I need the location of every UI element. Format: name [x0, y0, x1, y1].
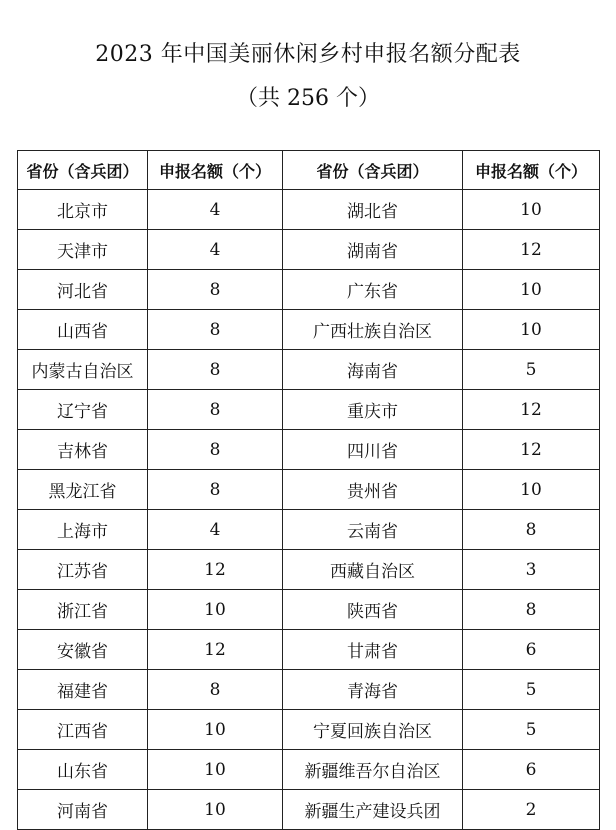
province-cell: 湖北省: [283, 190, 463, 230]
quota-cell: 12: [463, 230, 600, 270]
header-province-left: 省份（含兵团）: [18, 151, 148, 190]
quota-cell: 6: [463, 750, 600, 790]
quota-cell: 8: [148, 670, 283, 710]
page-subtitle: （共 256 个）: [236, 86, 380, 111]
table-row: [18, 310, 600, 350]
table-row: [18, 590, 600, 630]
table-row: [18, 510, 600, 550]
header-row: [18, 151, 600, 190]
quota-cell: 10: [148, 590, 283, 630]
table-row: [18, 550, 600, 590]
quota-table: [17, 150, 600, 830]
page-title: 2023 年中国美丽休闲乡村申报名额分配表: [95, 42, 521, 67]
quota-cell: 6: [463, 630, 600, 670]
province-cell: 广西壮族自治区: [283, 310, 463, 350]
province-cell: 重庆市: [283, 390, 463, 430]
table-row: [18, 670, 600, 710]
quota-cell: 10: [148, 710, 283, 750]
quota-cell: 10: [463, 310, 600, 350]
quota-cell: 10: [463, 470, 600, 510]
table-row: [18, 350, 600, 390]
province-cell: 浙江省: [18, 590, 148, 630]
quota-cell: 8: [463, 590, 600, 630]
header-quota-left: 申报名额（个）: [148, 151, 283, 190]
table-row: [18, 750, 600, 790]
header-province-right: 省份（含兵团）: [283, 151, 463, 190]
province-cell: 天津市: [18, 230, 148, 270]
quota-cell: 8: [148, 390, 283, 430]
province-cell: 宁夏回族自治区: [283, 710, 463, 750]
province-cell: 湖南省: [283, 230, 463, 270]
province-cell: 福建省: [18, 670, 148, 710]
province-cell: 安徽省: [18, 630, 148, 670]
quota-cell: 12: [463, 430, 600, 470]
quota-cell: 8: [148, 350, 283, 390]
province-cell: 江苏省: [18, 550, 148, 590]
table-row: [18, 710, 600, 750]
table-body: [18, 190, 600, 830]
province-cell: 吉林省: [18, 430, 148, 470]
table-row: [18, 630, 600, 670]
province-cell: 辽宁省: [18, 390, 148, 430]
province-cell: 新疆维吾尔自治区: [283, 750, 463, 790]
province-cell: 云南省: [283, 510, 463, 550]
quota-cell: 10: [148, 790, 283, 830]
province-cell: 河北省: [18, 270, 148, 310]
province-cell: 陕西省: [283, 590, 463, 630]
quota-cell: 5: [463, 670, 600, 710]
quota-cell: 5: [463, 350, 600, 390]
province-cell: 新疆生产建设兵团: [283, 790, 463, 830]
quota-cell: 2: [463, 790, 600, 830]
quota-cell: 5: [463, 710, 600, 750]
table-row: [18, 230, 600, 270]
quota-cell: 12: [148, 550, 283, 590]
province-cell: 黑龙江省: [18, 470, 148, 510]
table-header: [18, 151, 600, 190]
quota-cell: 4: [148, 510, 283, 550]
province-cell: 山西省: [18, 310, 148, 350]
table-row: [18, 790, 600, 830]
province-cell: 四川省: [283, 430, 463, 470]
province-cell: 贵州省: [283, 470, 463, 510]
province-cell: 河南省: [18, 790, 148, 830]
province-cell: 北京市: [18, 190, 148, 230]
province-cell: 青海省: [283, 670, 463, 710]
quota-cell: 8: [463, 510, 600, 550]
header-quota-right: 申报名额（个）: [463, 151, 600, 190]
province-cell: 西藏自治区: [283, 550, 463, 590]
province-cell: 山东省: [18, 750, 148, 790]
quota-cell: 3: [463, 550, 600, 590]
table-row: [18, 190, 600, 230]
province-cell: 甘肃省: [283, 630, 463, 670]
province-cell: 海南省: [283, 350, 463, 390]
quota-cell: 10: [463, 190, 600, 230]
quota-cell: 8: [148, 310, 283, 350]
province-cell: 江西省: [18, 710, 148, 750]
province-cell: 广东省: [283, 270, 463, 310]
quota-cell: 8: [148, 270, 283, 310]
table-row: [18, 470, 600, 510]
quota-cell: 12: [463, 390, 600, 430]
quota-cell: 8: [148, 430, 283, 470]
quota-cell: 12: [148, 630, 283, 670]
table-row: [18, 430, 600, 470]
province-cell: 上海市: [18, 510, 148, 550]
quota-cell: 10: [463, 270, 600, 310]
table-row: [18, 270, 600, 310]
quota-cell: 4: [148, 190, 283, 230]
quota-cell: 4: [148, 230, 283, 270]
table-row: [18, 390, 600, 430]
quota-cell: 8: [148, 470, 283, 510]
province-cell: 内蒙古自治区: [18, 350, 148, 390]
quota-cell: 10: [148, 750, 283, 790]
